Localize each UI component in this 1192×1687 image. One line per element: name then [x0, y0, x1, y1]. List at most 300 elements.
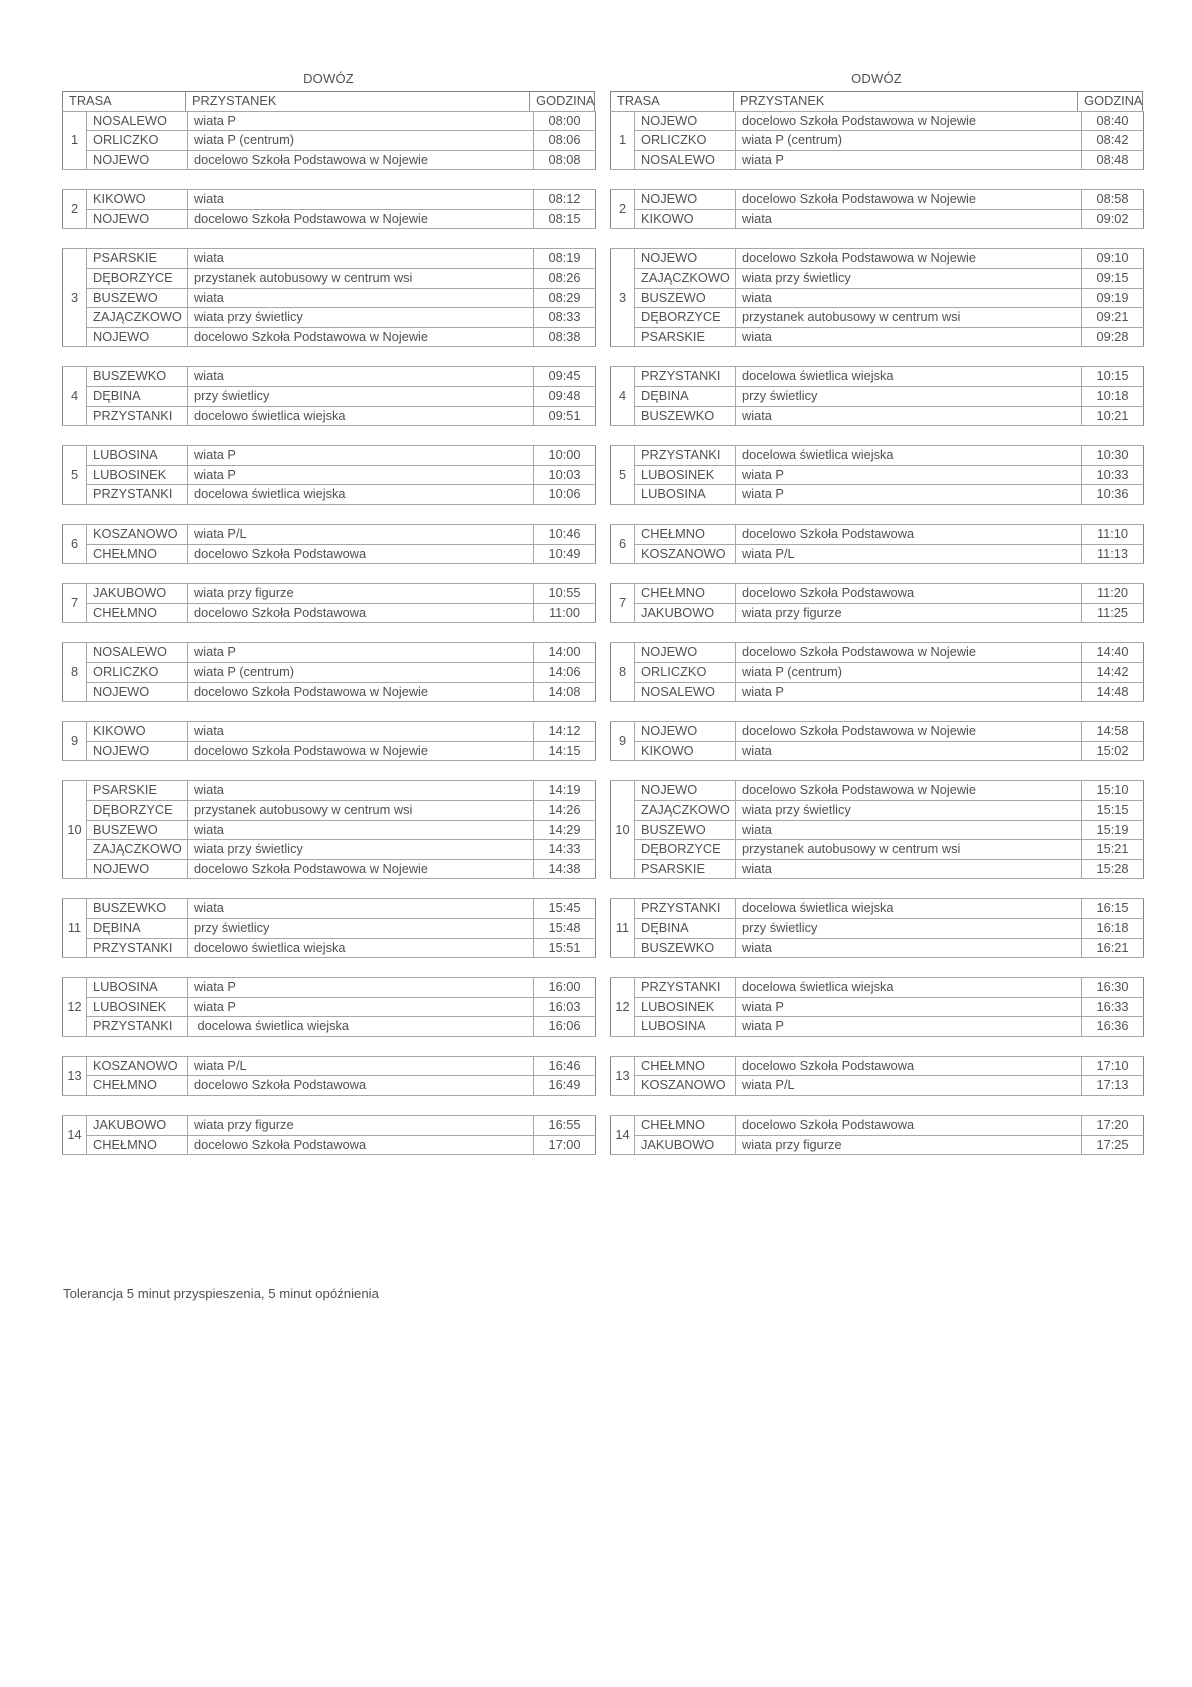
stop-name: ORLICZKO: [635, 662, 736, 682]
stop-description: wiata: [188, 781, 534, 801]
stop-name: ZAJĄCZKOWO: [635, 269, 736, 289]
stop-description: docelowo Szkoła Podstawowa: [188, 544, 534, 564]
route-group: [62, 445, 596, 505]
stop-row: [611, 1017, 1144, 1037]
route-number: 10: [63, 781, 87, 879]
stop-time: 08:15: [534, 209, 596, 229]
stop-name: DĘBORZYCE: [87, 269, 188, 289]
stop-row: [611, 446, 1144, 466]
route-group: [62, 248, 596, 347]
route-group: [610, 524, 1144, 564]
route-number: 12: [611, 978, 635, 1037]
stop-time: 16:30: [1082, 978, 1144, 998]
stop-row: [63, 741, 596, 761]
stop-name: DĘBINA: [635, 918, 736, 938]
stop-description: docelowa świetlica wiejska: [736, 446, 1082, 466]
stop-description: docelowo Szkoła Podstawowa: [736, 525, 1082, 545]
stop-row: [63, 269, 596, 289]
stop-description: przystanek autobusowy w centrum wsi: [736, 308, 1082, 328]
stop-row: [63, 288, 596, 308]
stop-row: [63, 781, 596, 801]
stop-time: 10:30: [1082, 446, 1144, 466]
stop-row: [611, 308, 1144, 328]
stop-description: wiata: [188, 820, 534, 840]
column-header-trasa: TRASA: [63, 92, 186, 111]
stop-row: [63, 1056, 596, 1076]
stop-row: [63, 308, 596, 328]
stop-description: wiata: [736, 820, 1082, 840]
route-group: [62, 721, 596, 761]
stop-name: NOJEWO: [87, 741, 188, 761]
route-group: [610, 366, 1144, 426]
stop-time: 09:15: [1082, 269, 1144, 289]
stop-description: wiata P: [188, 446, 534, 466]
stop-time: 10:15: [1082, 367, 1144, 387]
stop-row: [611, 978, 1144, 998]
stop-description: docelowo Szkoła Podstawowa: [736, 584, 1082, 604]
route-number: 2: [611, 190, 635, 229]
stop-description: wiata P/L: [736, 1076, 1082, 1096]
stop-row: [611, 918, 1144, 938]
stop-description: docelowo Szkoła Podstawowa w Nojewie: [188, 150, 534, 170]
stop-name: JAKUBOWO: [635, 1135, 736, 1155]
stop-time: 16:15: [1082, 899, 1144, 919]
stop-time: 08:12: [534, 190, 596, 210]
stop-description: wiata: [188, 722, 534, 742]
stop-row: [611, 485, 1144, 505]
stop-description: docelowo świetlica wiejska: [188, 938, 534, 958]
stop-time: 15:51: [534, 938, 596, 958]
stop-time: 14:33: [534, 840, 596, 860]
stop-name: JAKUBOWO: [87, 584, 188, 604]
stop-name: BUSZEWKO: [87, 367, 188, 387]
stop-row: [63, 643, 596, 663]
stop-time: 11:00: [534, 603, 596, 623]
stop-time: 16:33: [1082, 997, 1144, 1017]
stop-description: docelowo Szkoła Podstawowa w Nojewie: [736, 643, 1082, 663]
stop-name: LUBOSINA: [635, 1017, 736, 1037]
route-number: 5: [611, 446, 635, 505]
stop-time: 14:08: [534, 682, 596, 702]
stop-time: 10:06: [534, 485, 596, 505]
stop-description: wiata P: [188, 465, 534, 485]
stop-description: przystanek autobusowy w centrum wsi: [188, 800, 534, 820]
tolerance-note: Tolerancja 5 minut przyspieszenia, 5 minut opóźnienia: [63, 1286, 379, 1301]
stop-time: 08:29: [534, 288, 596, 308]
stop-row: [611, 781, 1144, 801]
stop-description: wiata przy świetlicy: [736, 269, 1082, 289]
stop-description: wiata przy figurze: [736, 1135, 1082, 1155]
stop-row: [611, 465, 1144, 485]
column-header-godzina: GODZINA: [536, 93, 594, 108]
stop-row: [63, 111, 596, 131]
odwoz-groups: [610, 111, 1143, 1156]
stop-name: ORLICZKO: [635, 131, 736, 151]
stop-time: 16:55: [534, 1116, 596, 1136]
stop-row: [611, 150, 1144, 170]
stop-description: wiata: [736, 209, 1082, 229]
stop-description: wiata P: [188, 997, 534, 1017]
stop-time: 11:13: [1082, 544, 1144, 564]
stop-name: BUSZEWO: [87, 820, 188, 840]
stop-row: [611, 741, 1144, 761]
stop-name: ZAJĄCZKOWO: [87, 840, 188, 860]
stop-row: [611, 131, 1144, 151]
stop-name: ZAJĄCZKOWO: [635, 800, 736, 820]
stop-row: [611, 938, 1144, 958]
route-group: [610, 721, 1144, 761]
route-number: 1: [63, 111, 87, 170]
route-number: 3: [63, 249, 87, 347]
stop-time: 09:51: [534, 406, 596, 426]
route-group: [62, 189, 596, 229]
stop-time: 11:25: [1082, 603, 1144, 623]
stop-time: 08:42: [1082, 131, 1144, 151]
stop-name: DĘBORZYCE: [635, 840, 736, 860]
stop-time: 14:12: [534, 722, 596, 742]
stop-time: 08:08: [534, 150, 596, 170]
stop-name: PSARSKIE: [635, 859, 736, 879]
stop-time: 14:29: [534, 820, 596, 840]
stop-time: 10:33: [1082, 465, 1144, 485]
route-number: 10: [611, 781, 635, 879]
stop-row: [63, 1116, 596, 1136]
stop-row: [611, 1116, 1144, 1136]
stop-row: [611, 840, 1144, 860]
stop-row: [63, 485, 596, 505]
stop-time: 14:06: [534, 662, 596, 682]
stop-time: 10:55: [534, 584, 596, 604]
stop-description: docelowa świetlica wiejska: [736, 367, 1082, 387]
stop-description: wiata: [736, 288, 1082, 308]
route-group: [62, 898, 596, 958]
stop-name: KIKOWO: [87, 190, 188, 210]
stop-row: [63, 997, 596, 1017]
route-group: [62, 583, 596, 623]
stop-row: [63, 840, 596, 860]
route-number: 8: [611, 643, 635, 702]
stop-row: [63, 150, 596, 170]
stop-name: LUBOSINA: [635, 485, 736, 505]
stop-description: wiata: [188, 190, 534, 210]
stop-name: KOSZANOWO: [87, 525, 188, 545]
route-number: 9: [63, 722, 87, 761]
stop-description: docelowo Szkoła Podstawowa w Nojewie: [736, 190, 1082, 210]
stop-description: wiata: [736, 938, 1082, 958]
stop-time: 17:00: [534, 1135, 596, 1155]
stop-name: NOJEWO: [87, 859, 188, 879]
stop-row: [611, 859, 1144, 879]
stop-row: [63, 603, 596, 623]
route-number: 7: [611, 584, 635, 623]
stop-name: DĘBORZYCE: [635, 308, 736, 328]
stop-time: 08:48: [1082, 150, 1144, 170]
route-group: [62, 111, 596, 171]
stop-time: 10:21: [1082, 406, 1144, 426]
stop-description: wiata przy figurze: [188, 1116, 534, 1136]
stop-time: 08:33: [534, 308, 596, 328]
stop-row: [63, 820, 596, 840]
stop-description: przy świetlicy: [736, 387, 1082, 407]
stop-time: 15:02: [1082, 741, 1144, 761]
stop-time: 10:46: [534, 525, 596, 545]
stop-description: wiata P: [188, 978, 534, 998]
stop-description: docelowo świetlica wiejska: [188, 406, 534, 426]
stop-row: [611, 327, 1144, 347]
stop-name: CHEŁMNO: [635, 525, 736, 545]
stop-row: [63, 249, 596, 269]
stop-time: 15:19: [1082, 820, 1144, 840]
route-number: 14: [63, 1116, 87, 1155]
stop-time: 10:03: [534, 465, 596, 485]
route-number: 11: [611, 899, 635, 958]
stop-name: NOJEWO: [87, 209, 188, 229]
stop-description: wiata przy świetlicy: [188, 840, 534, 860]
stop-description: wiata P: [736, 682, 1082, 702]
stop-description: wiata P (centrum): [188, 131, 534, 151]
stop-description: wiata P/L: [188, 525, 534, 545]
stop-name: PRZYSTANKI: [87, 406, 188, 426]
stop-description: wiata P (centrum): [736, 662, 1082, 682]
stop-name: DĘBINA: [635, 387, 736, 407]
stop-time: 17:25: [1082, 1135, 1144, 1155]
stop-name: NOJEWO: [87, 682, 188, 702]
stop-row: [611, 269, 1144, 289]
route-number: 12: [63, 978, 87, 1037]
column-header-godzina: GODZINA: [1084, 93, 1142, 108]
stop-row: [611, 209, 1144, 229]
stop-name: NOJEWO: [635, 722, 736, 742]
stop-name: ORLICZKO: [87, 131, 188, 151]
stop-description: wiata: [188, 249, 534, 269]
stop-row: [611, 288, 1144, 308]
stop-time: 10:36: [1082, 485, 1144, 505]
stop-time: 08:58: [1082, 190, 1144, 210]
stop-name: ORLICZKO: [87, 662, 188, 682]
stop-description: wiata P: [736, 465, 1082, 485]
stop-time: 14:42: [1082, 662, 1144, 682]
stop-time: 17:13: [1082, 1076, 1144, 1096]
stop-description: wiata P: [736, 150, 1082, 170]
stop-row: [63, 367, 596, 387]
stop-description: docelowo Szkoła Podstawowa: [736, 1116, 1082, 1136]
stop-description: wiata: [188, 899, 534, 919]
stop-name: CHEŁMNO: [87, 603, 188, 623]
dowoz-title: DOWÓZ: [303, 71, 354, 86]
stop-time: 08:40: [1082, 111, 1144, 131]
stop-time: 17:20: [1082, 1116, 1144, 1136]
stop-time: 08:00: [534, 111, 596, 131]
stop-name: LUBOSINEK: [87, 465, 188, 485]
stop-description: docelowo Szkoła Podstawowa w Nojewie: [736, 249, 1082, 269]
stop-name: CHEŁMNO: [635, 1056, 736, 1076]
stop-time: 09:19: [1082, 288, 1144, 308]
stop-description: wiata: [736, 859, 1082, 879]
stop-name: NOJEWO: [87, 150, 188, 170]
stop-name: CHEŁMNO: [87, 1076, 188, 1096]
stop-time: 08:26: [534, 269, 596, 289]
stop-row: [611, 1135, 1144, 1155]
stop-description: wiata P/L: [736, 544, 1082, 564]
route-number: 4: [611, 367, 635, 426]
stop-description: wiata przy świetlicy: [736, 800, 1082, 820]
stop-row: [63, 406, 596, 426]
stop-name: NOSALEWO: [635, 150, 736, 170]
stop-row: [611, 387, 1144, 407]
stop-name: NOSALEWO: [635, 682, 736, 702]
stop-time: 14:40: [1082, 643, 1144, 663]
stop-name: NOJEWO: [635, 643, 736, 663]
stop-name: CHEŁMNO: [635, 584, 736, 604]
stop-time: 14:00: [534, 643, 596, 663]
stop-name: LUBOSINEK: [635, 465, 736, 485]
stop-time: 15:48: [534, 918, 596, 938]
column-header-przystanek: PRZYSTANEK: [186, 92, 530, 111]
stop-row: [611, 997, 1144, 1017]
stop-name: KIKOWO: [635, 209, 736, 229]
stop-row: [63, 682, 596, 702]
stop-description: wiata P (centrum): [188, 662, 534, 682]
stop-time: 15:10: [1082, 781, 1144, 801]
stop-row: [63, 800, 596, 820]
stop-time: 14:26: [534, 800, 596, 820]
stop-time: 14:19: [534, 781, 596, 801]
stop-time: 08:38: [534, 327, 596, 347]
stop-row: [611, 899, 1144, 919]
route-number: 6: [63, 525, 87, 564]
route-group: [610, 977, 1144, 1037]
stop-description: wiata: [736, 741, 1082, 761]
stop-name: PRZYSTANKI: [87, 485, 188, 505]
stop-row: [611, 111, 1144, 131]
route-number: 14: [611, 1116, 635, 1155]
tables-row: [62, 71, 1192, 1155]
route-group: [610, 189, 1144, 229]
route-number: 13: [63, 1056, 87, 1095]
stop-description: wiata P (centrum): [736, 131, 1082, 151]
stop-name: PRZYSTANKI: [635, 899, 736, 919]
stop-description: docelowa świetlica wiejska: [188, 1017, 534, 1037]
stop-name: KIKOWO: [635, 741, 736, 761]
stop-description: wiata przy figurze: [736, 603, 1082, 623]
stop-name: NOJEWO: [635, 190, 736, 210]
stop-description: wiata P: [188, 111, 534, 131]
stop-name: CHEŁMNO: [87, 1135, 188, 1155]
stop-name: BUSZEWKO: [87, 899, 188, 919]
route-number: 5: [63, 446, 87, 505]
route-group: [610, 1115, 1144, 1155]
stop-description: docelowo Szkoła Podstawowa: [188, 1076, 534, 1096]
route-number: 13: [611, 1056, 635, 1095]
stop-description: przy świetlicy: [188, 918, 534, 938]
stop-time: 09:28: [1082, 327, 1144, 347]
stop-description: docelowo Szkoła Podstawowa w Nojewie: [736, 111, 1082, 131]
stop-description: wiata P: [736, 997, 1082, 1017]
dowoz-groups: [62, 111, 595, 1156]
route-group: [62, 642, 596, 702]
route-number: 7: [63, 584, 87, 623]
stop-name: PRZYSTANKI: [635, 446, 736, 466]
route-group: [610, 780, 1144, 879]
stop-row: [63, 465, 596, 485]
stop-row: [611, 1076, 1144, 1096]
stop-description: docelowo Szkoła Podstawowa w Nojewie: [188, 209, 534, 229]
stop-description: przystanek autobusowy w centrum wsi: [188, 269, 534, 289]
route-number: 1: [611, 111, 635, 170]
stop-row: [611, 722, 1144, 742]
dowoz-header-row: [62, 91, 595, 112]
stop-description: docelowa świetlica wiejska: [188, 485, 534, 505]
route-group: [62, 366, 596, 426]
route-number: 8: [63, 643, 87, 702]
odwoz-table: [610, 71, 1143, 1155]
route-group: [62, 524, 596, 564]
route-number: 6: [611, 525, 635, 564]
stop-description: wiata przy świetlicy: [188, 308, 534, 328]
stop-description: wiata P: [188, 643, 534, 663]
stop-description: wiata P: [736, 1017, 1082, 1037]
stop-row: [611, 406, 1144, 426]
stop-row: [611, 603, 1144, 623]
stop-description: przy świetlicy: [188, 387, 534, 407]
stop-description: docelowo Szkoła Podstawowa: [188, 1135, 534, 1155]
stop-name: BUSZEWO: [87, 288, 188, 308]
stop-description: wiata P/L: [188, 1056, 534, 1076]
stop-description: docelowa świetlica wiejska: [736, 978, 1082, 998]
stop-row: [611, 249, 1144, 269]
stop-time: 16:49: [534, 1076, 596, 1096]
stop-time: 16:03: [534, 997, 596, 1017]
stop-time: 16:06: [534, 1017, 596, 1037]
stop-time: 16:36: [1082, 1017, 1144, 1037]
stop-name: KIKOWO: [87, 722, 188, 742]
stop-name: CHEŁMNO: [635, 1116, 736, 1136]
stop-name: DĘBORZYCE: [87, 800, 188, 820]
stop-name: DĘBINA: [87, 387, 188, 407]
stop-name: PRZYSTANKI: [87, 1017, 188, 1037]
stop-description: docelowo Szkoła Podstawowa w Nojewie: [188, 741, 534, 761]
stop-name: PSARSKIE: [635, 327, 736, 347]
stop-row: [611, 190, 1144, 210]
stop-row: [611, 1056, 1144, 1076]
stop-name: NOJEWO: [635, 781, 736, 801]
stop-time: 08:06: [534, 131, 596, 151]
stop-row: [63, 190, 596, 210]
stop-time: 09:02: [1082, 209, 1144, 229]
stop-time: 15:21: [1082, 840, 1144, 860]
stop-name: PRZYSTANKI: [635, 978, 736, 998]
stop-description: wiata: [188, 367, 534, 387]
stop-description: wiata P: [736, 485, 1082, 505]
stop-time: 16:18: [1082, 918, 1144, 938]
stop-name: KOSZANOWO: [87, 1056, 188, 1076]
stop-name: BUSZEWO: [635, 820, 736, 840]
route-group: [62, 780, 596, 879]
stop-name: NOJEWO: [87, 327, 188, 347]
stop-time: 14:15: [534, 741, 596, 761]
stop-time: 15:28: [1082, 859, 1144, 879]
stop-name: BUSZEWKO: [635, 938, 736, 958]
stop-time: 09:48: [534, 387, 596, 407]
stop-time: 15:15: [1082, 800, 1144, 820]
stop-description: wiata: [736, 406, 1082, 426]
stop-description: wiata: [736, 327, 1082, 347]
stop-description: docelowo Szkoła Podstawowa: [736, 1056, 1082, 1076]
stop-row: [611, 367, 1144, 387]
stop-row: [63, 1076, 596, 1096]
stop-time: 15:45: [534, 899, 596, 919]
stop-name: LUBOSINA: [87, 978, 188, 998]
